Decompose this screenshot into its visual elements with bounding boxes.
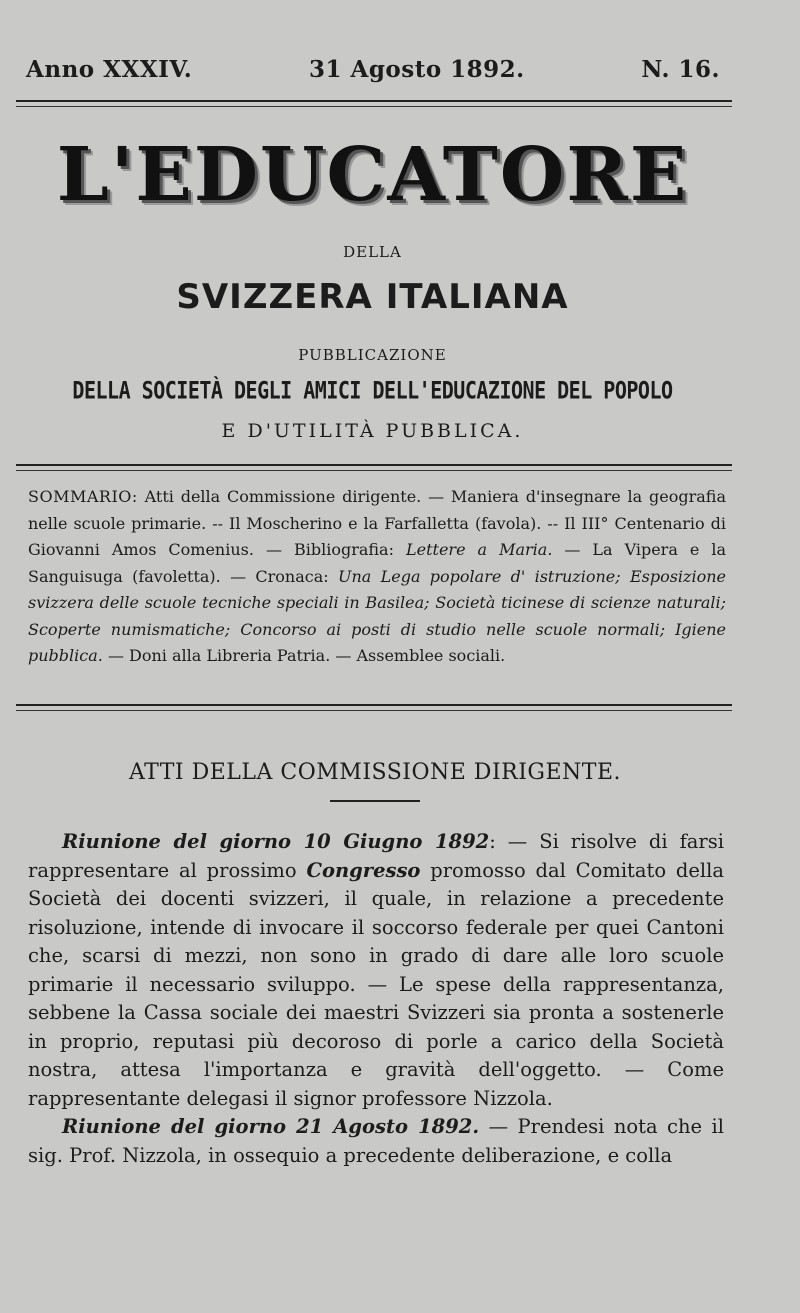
paragraph-1-lead: Riunione del giorno 10 Giugno 1892 [62,830,490,853]
sommario-lettere: Lettere a Maria. [406,540,553,559]
sommario-cronaca: Una Lega popolare d' istruzione; Esposizione svizzera delle scuole tecniche speciali in Basilea; Società ticinese di scienze naturali; Scoperte numismatiche; Concorso ai posti di studio nelle scuole normali; Igiene pubblica. [28,566,726,665]
sommario-rule-top [16,464,732,466]
header-rule-top [16,100,732,102]
masthead-utilita: E D'UTILITÀ PUBBLICA. [221,420,524,442]
paragraph-2 [28,1113,724,1170]
paragraph-1-congresso: Congresso [306,858,421,882]
masthead-pubblicazione: PUBBLICAZIONE [298,346,447,364]
masthead-della: DELLA [343,243,402,261]
paragraph-1-text-b: promosso dal Comitato della Società dei docenti svizzeri, il quale, in relazione a precedente risoluzione, intende di invocare il soccorso federale per quei Cantoni che, scarsi di mezzi, non sono in grado di dare alle loro scuole primarie il necessario sviluppo. — Le spese della rappresentanza, sebbene la Cassa sociale dei maestri Svizzeri sia pronta a sostenerle in proprio, reputasi più decoroso di porle a carico della Società nostra, attesa l'importanza e gravità dell'oggetto. — Come rappresentante delegasi il signor professore Nizzola. [28,858,725,1110]
sommario-label: SOMMARIO: [28,487,138,506]
article-body [28,828,724,1170]
issue-date: 31 Agosto 1892. [308,56,525,83]
volume-label: Anno XXXIV. [26,56,193,83]
paragraph-1 [28,828,724,1113]
masthead-svizzera: SVIZZERA ITALIANA [176,277,569,317]
issue-number: N. 16. [641,56,720,83]
sommario-text-1: Atti della Commissione dirigente. — Maniera d'insegnare la geografia nelle scuole primarie. -- Il Moscherino e la Farfalletta (favola). -- Il III° Centenario di Giovanni Amos Comenius. — Bibliografia: [28,487,726,559]
paragraph-2-lead: Riunione del giorno 21 Agosto 1892. [62,1115,480,1138]
sommario-rule-bottom-thin [16,710,732,711]
section-divider [330,800,420,802]
sommario-text-3: — Doni alla Libreria Patria. — Assemblee sociali. [102,646,506,665]
masthead-title: L'EDUCATORE [56,132,689,218]
sommario [28,484,726,670]
sommario-text-2: — La Vipera e la Sanguisuga (favoletta). — Cronaca: [28,540,727,586]
header-rule-bottom [16,106,732,107]
paragraph-2-text: — Prendesi nota che il sig. Prof. Nizzola, in ossequio a precedente deliberazione, e colla [28,1115,724,1167]
sommario-rule-top-thin [16,470,732,471]
section-title: ATTI DELLA COMMISSIONE DIRIGENTE. [128,760,621,785]
masthead-societa: DELLA SOCIETÀ DEGLI AMICI DELL'EDUCAZIONE DEL POPOLO [72,375,673,405]
issue-header [26,56,720,83]
paragraph-1-text-a: : — Si risolve di farsi rappresentare al prossimo [28,830,724,882]
sommario-rule-bottom [16,704,732,706]
